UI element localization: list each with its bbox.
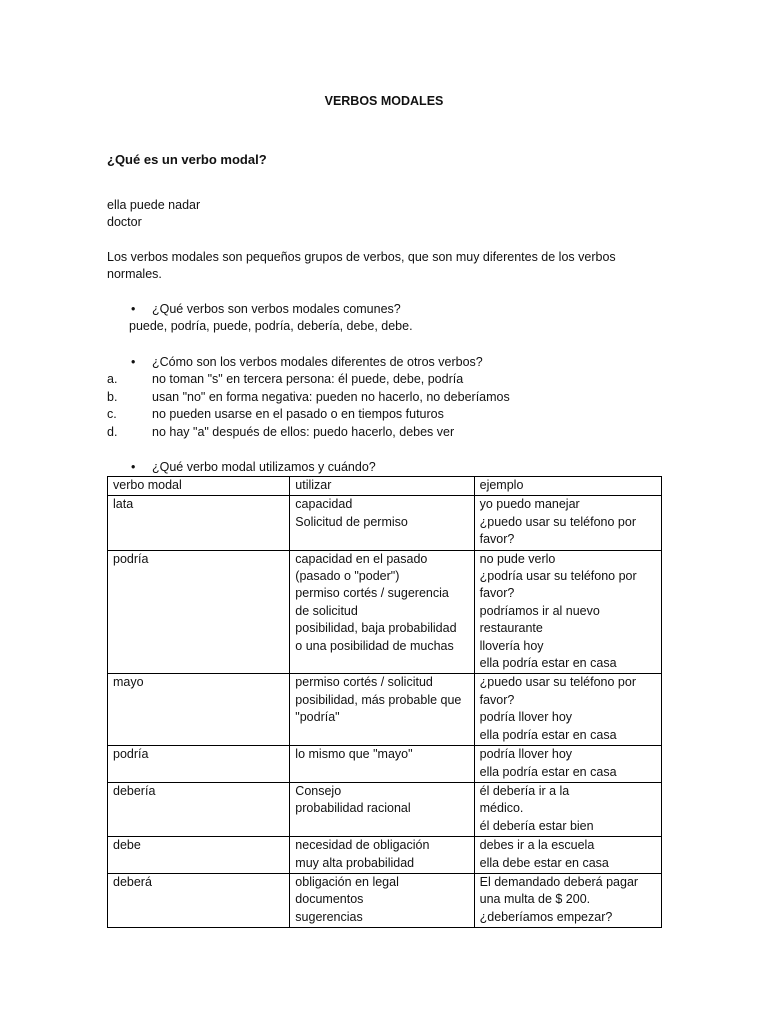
cell-text: Consejo — [295, 783, 342, 798]
cell-text: posibilidad, más probable que — [295, 692, 462, 707]
bullet-question: ¿Qué verbo modal utilizamos y cuándo? — [152, 460, 376, 474]
cell-text: Solicitud de permiso — [295, 514, 408, 529]
list-letter: b. — [107, 389, 118, 404]
cell-use — [290, 746, 474, 783]
cell-text: ¿puedo usar su teléfono por — [479, 675, 636, 690]
example-lines — [107, 197, 200, 232]
cell-use — [290, 837, 474, 874]
example-line: doctor — [107, 215, 142, 230]
table-row — [108, 873, 662, 927]
cell-text: médico. — [479, 801, 524, 816]
list-item — [107, 371, 667, 388]
cell-use — [290, 873, 474, 927]
cell-text: yo puedo manejar — [479, 497, 580, 512]
cell-use — [290, 782, 474, 836]
cell-text: de solicitud — [295, 603, 358, 618]
cell-text: El demandado deberá pagar — [479, 874, 639, 889]
cell-example — [474, 873, 661, 927]
cell-text: podría llover hoy — [479, 747, 573, 762]
cell-example — [474, 496, 661, 550]
table-row — [108, 674, 662, 746]
cell-text: una multa de $ 200. — [479, 892, 591, 907]
list-item — [107, 424, 667, 441]
cell-verb — [108, 782, 290, 836]
list-letter: d. — [107, 424, 118, 439]
cell-text: favor? — [479, 586, 515, 601]
bullet-item — [107, 459, 667, 476]
cell-verb — [108, 873, 290, 927]
table-row — [108, 496, 662, 550]
cell-text: él debería ir a la — [479, 783, 570, 798]
table-row — [108, 782, 662, 836]
page-title: VERBOS MODALES — [324, 94, 444, 108]
cell-text: capacidad — [295, 497, 353, 512]
bullet-item — [107, 301, 667, 318]
cell-text: probabilidad racional — [295, 801, 411, 816]
bullet-item — [107, 354, 667, 371]
cell-text: obligación en legal — [295, 874, 399, 889]
cell-text: mayo — [113, 675, 144, 690]
intro-paragraph: Los verbos modales son pequeños grupos de verbos, que son muy diferentes de los verbos normales. — [107, 250, 616, 282]
cell-verb — [108, 837, 290, 874]
list-letter: c. — [107, 407, 117, 422]
cell-example — [474, 837, 661, 874]
bullet-differences — [107, 354, 667, 441]
cell-text: permiso cortés / sugerencia — [295, 586, 449, 601]
cell-text: necesidad de obligación — [295, 838, 430, 853]
cell-text: o una posibilidad de muchas — [295, 638, 454, 653]
table-header-row — [108, 477, 662, 496]
modal-verbs-table — [107, 476, 662, 928]
cell-example — [474, 674, 661, 746]
column-header-verb: verbo modal — [108, 477, 290, 496]
cell-text: lo mismo que "mayo" — [295, 747, 413, 762]
list-letter: a. — [107, 372, 118, 387]
cell-text: permiso cortés / solicitud — [295, 675, 433, 690]
cell-text: ella podría estar en casa — [479, 656, 617, 671]
cell-text: (pasado o "poder") — [295, 569, 400, 584]
list-text: no pueden usarse en el pasado o en tiempos futuros — [152, 407, 444, 422]
cell-use — [290, 674, 474, 746]
cell-text: ¿podría usar su teléfono por — [479, 569, 637, 584]
bullet-question: ¿Qué verbos son verbos modales comunes? — [152, 302, 401, 316]
cell-example — [474, 782, 661, 836]
bullet-icon: • — [131, 302, 136, 316]
cell-text: sugerencias — [295, 909, 363, 924]
table-row — [108, 550, 662, 674]
table-row — [108, 837, 662, 874]
cell-text: ella podría estar en casa — [479, 764, 617, 779]
cell-use — [290, 496, 474, 550]
example-line: ella puede nadar — [107, 198, 201, 212]
cell-text: ¿puedo usar su teléfono por — [479, 514, 636, 529]
cell-example — [474, 746, 661, 783]
cell-verb — [108, 550, 290, 674]
cell-text: capacidad en el pasado — [295, 551, 428, 566]
cell-text: ¿deberíamos empezar? — [479, 909, 613, 924]
cell-verb — [108, 496, 290, 550]
cell-text: debería — [113, 783, 156, 798]
cell-text: podríamos ir al nuevo — [479, 603, 600, 618]
cell-verb — [108, 746, 290, 783]
cell-text: muy alta probabilidad — [295, 855, 415, 870]
list-text: no hay "a" después de ellos: puedo hacerlo, debes ver — [152, 424, 455, 439]
table-body — [108, 496, 662, 928]
cell-text: posibilidad, baja probabilidad — [295, 621, 457, 636]
cell-example — [474, 550, 661, 674]
table-row — [108, 746, 662, 783]
list-text: no toman "s" en tercera persona: él puede, debe, podría — [152, 372, 464, 387]
cell-text: ella debe estar en casa — [479, 855, 609, 870]
cell-text: podría — [113, 551, 149, 566]
list-item — [107, 389, 667, 406]
list-item — [107, 406, 667, 423]
column-header-use: utilizar — [290, 477, 474, 496]
cell-text: documentos — [295, 892, 364, 907]
cell-text: debe — [113, 838, 141, 853]
column-header-example: ejemplo — [474, 477, 661, 496]
cell-text: favor? — [479, 692, 515, 707]
bullet-common-modals — [107, 301, 667, 336]
list-text: usan "no" en forma negativa: pueden no hacerlo, no deberíamos — [152, 389, 510, 404]
cell-text: restaurante — [479, 621, 543, 636]
cell-text: llovería hoy — [479, 638, 544, 653]
cell-use — [290, 550, 474, 674]
bullet-which-modal — [107, 459, 667, 476]
bullet-icon: • — [131, 460, 136, 474]
bullet-icon: • — [131, 355, 136, 369]
bullet-answer: puede, podría, puede, podría, debería, debe, debe. — [129, 319, 413, 334]
section-heading: ¿Qué es un verbo modal? — [107, 152, 267, 167]
cell-text: debes ir a la escuela — [479, 838, 595, 853]
cell-text: lata — [113, 497, 134, 512]
cell-verb — [108, 674, 290, 746]
cell-text: favor? — [479, 532, 515, 547]
cell-text: ella podría estar en casa — [479, 727, 617, 742]
cell-text: podría llover hoy — [479, 710, 573, 725]
cell-text: deberá — [113, 874, 152, 889]
cell-text: podría — [113, 747, 149, 762]
bullet-question: ¿Cómo son los verbos modales diferentes de otros verbos? — [152, 355, 483, 369]
cell-text: él debería estar bien — [479, 818, 594, 833]
cell-text: "podría" — [295, 710, 340, 725]
cell-text: no pude verlo — [479, 551, 556, 566]
